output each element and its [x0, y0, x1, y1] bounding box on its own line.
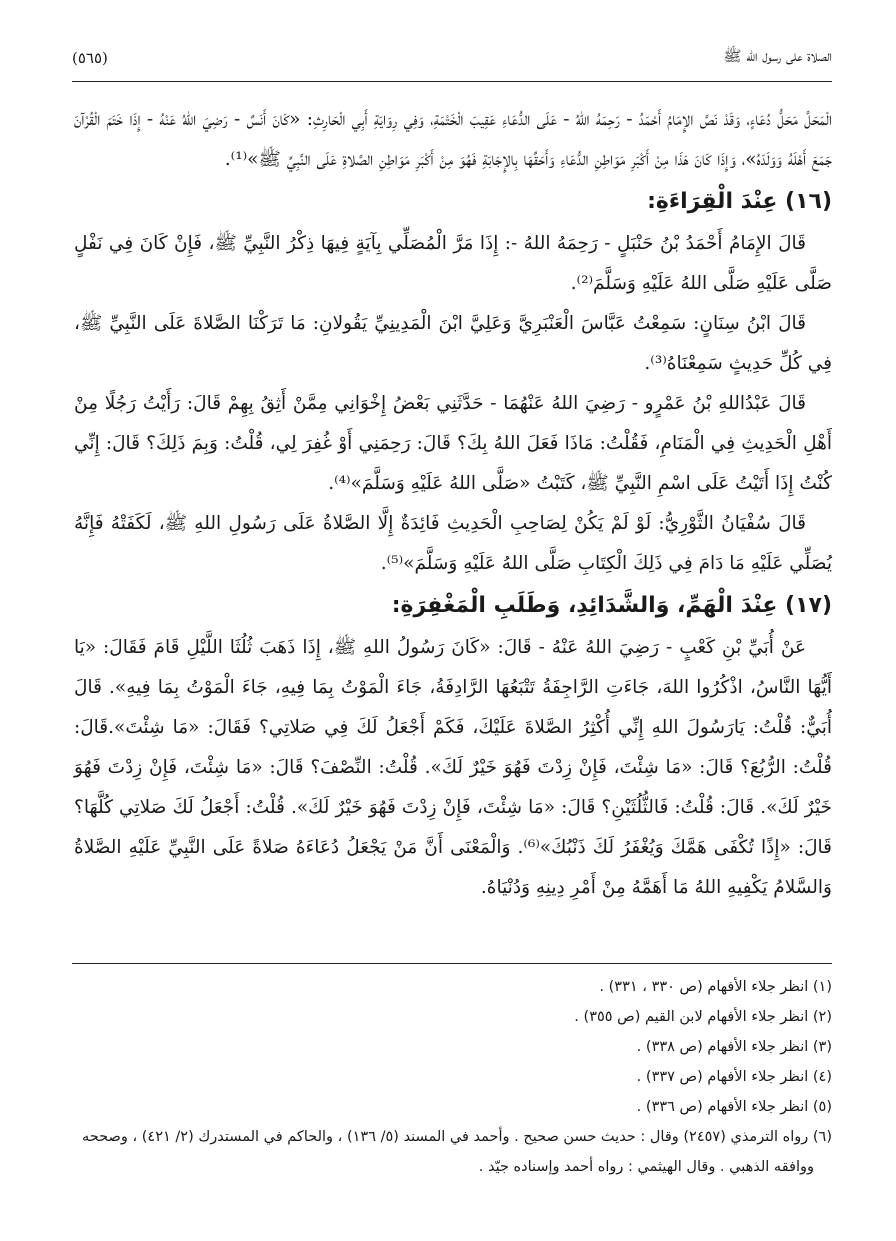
running-title: الصلاة على رسول الله ﷺ — [723, 47, 832, 65]
footnote-4: (٤) انظر جلاء الأفهام (ص ٣٣٧) . — [636, 1069, 832, 1085]
section-heading-17: (١٧) عِنْدَ الْهَمِّ، وَالشَّدَائِدِ، وَطَلَبِ الْمَغْفِرَةِ: — [391, 593, 832, 618]
footnote-1: (١) انظر جلاء الأفهام (ص ٣٣٠ ، ٣٣١) . — [599, 979, 832, 995]
footnote-6-continued: ووافقه الذهبي . وقال الهيثمي : رواه أحمد وإسناده جيّد . — [478, 1159, 814, 1175]
footnote-3: (٣) انظر جلاء الأفهام (ص ٣٣٨) . — [636, 1039, 832, 1055]
footnote-5: (٥) انظر جلاء الأفهام (ص ٣٣٦) . — [636, 1099, 832, 1115]
paragraph: عَنْ أُبَيِّ بْنِ كَعْبٍ - رَضِيَ اللهُ عَنْهُ - قَالَ: «كَانَ رَسُولُ اللهِ ﷺ، إِذَا ذَهَبَ ثُلُثَا اللَّيْلِ قَامَ فَقَالَ: «يَا أَيُّهَا النَّاسُ، اذْكُرُوا اللهَ، جَاءَتِ الرَّاجِفَةُ تَتْبَعُهَا الرَّادِفَةُ، جَاءَ الْمَوْتُ بِمَا فِيهِ، جَاءَ الْمَوْتُ بِمَا فِيهِ». قَالَ أُبَيٌّ: قُلْتُ: يَارَسُولَ اللهِ إِنِّي أُكْثِرُ الصَّلاةَ عَلَيْكَ، فَكَمْ أَجْعَلُ لَكَ فِي صَلاتِي؟ فَقَالَ: «مَا شِئْتَ».قَالَ: قُلْتُ: الرُّبُعَ؟ قَالَ: «مَا شِئْتَ، فَإِنْ زِدْتَ فَهُوَ خَيْرٌ لَكَ». قُلْتُ: النِّصْفَ؟ قَالَ: «مَا شِئْتَ، فَإِنْ زِدْتَ فَهُوَ خَيْرٌ لَكَ». قَالَ: قُلْتُ: فَالثُّلُثَيْنِ؟ قَالَ: «مَا شِئْتَ، فَإِنْ زِدْتَ فَهُوَ خَيْرٌ لَكَ». قُلْتُ: أَجْعَلُ لَكَ صَلاتِي كُلَّهَا؟ قَالَ: «إِذًا تُكْفَى هَمَّكَ وَيُغْفَرُ لَكَ ذَنْبُكَ»⁽⁶⁾. وَالْمَعْنَى أَنَّ مَنْ يَجْعَلُ دُعَاءَهُ صَلاةً عَلَى النَّبِيِّ عَلَيْهِ الصَّلاةُ وَالسَّلامُ يَكْفِيهِ اللهُ مَا أَهَمَّهُ مِنْ أَمْرِ دِينِهِ وَدُنْيَاهُ. — [74, 637, 833, 898]
footnote-2: (٢) انظر جلاء الأفهام لابن القيم (ص ٣٥٥) . — [574, 1009, 832, 1025]
page-number: (٥٦٥) — [72, 49, 108, 67]
footnote-rule — [72, 963, 832, 964]
paragraph: الْمَحَلَّ مَحَلُّ دُعَاءٍ، وَقَدْ نَصَّ الإِمَامُ أَحْمَدُ - رَحِمَهُ اللهُ - عَلَى الدُّعَاءِ عَقِيبَ الْخَتْمَةِ، وَفِي رِوَايَةِ أَبِي الْحَارِثِ: «كَانَ أَنَسٌ - رَضِيَ اللهُ عَنْهُ - إِذَا خَتَمَ الْقُرْآنَ جَمَعَ أَهْلَهُ وَوَلَدَهُ»، وَإِذَا كَانَ هَذَا مِنْ أَكْبَرِ مَوَاطِنِ الدُّعَاءِ وَأَحَقِّهَا بِالإِجَابَةِ فَهُوَ مِنْ أَكْبَرِ مَوَاطِنِ الصَّلاةِ عَلَى النَّبِيِّ ﷺ»⁽¹⁾. — [74, 109, 832, 170]
section-heading-16: (١٦) عِنْدَ الْقِرَاءَةِ: — [647, 189, 832, 214]
header-rule — [72, 81, 832, 82]
paragraph: قَالَ سُفْيَانُ الثَّوْرِيُّ: لَوْ لَمْ يَكُنْ لِصَاحِبِ الْحَدِيثِ فَائِدَةٌ إِلَّا الصَّلاةُ عَلَى رَسُولِ اللهِ ﷺ، لَكَفَتْهُ فَإِنَّهُ يُصَلِّي عَلَيْهِ مَا دَامَ فِي ذَلِكَ الْكِتَابِ صَلَّى اللهُ عَلَيْهِ وَسَلَّمَ»⁽⁵⁾. — [74, 513, 832, 574]
paragraph: قَالَ عَبْدُاللهِ بْنُ عَمْرٍو - رَضِيَ اللهُ عَنْهُمَا - حَدَّثَنِي بَعْضُ إِخْوَانِي مِمَّنْ أَثِقُ بِهِمْ قَالَ: رَأَيْتُ رَجُلًا مِنْ أَهْلِ الْحَدِيثِ فِي الْمَنَامِ، فَقُلْتُ: مَاذَا فَعَلَ اللهُ بِكَ؟ قَالَ: رَحِمَنِي أَوْ غُفِرَ لِي، قُلْتُ: وَبِمَ ذَلِكَ؟ قَالَ: إِنِّي كُنْتُ إِذَا أَتَيْتُ عَلَى اسْمِ النَّبِيِّ ﷺ، كَتَبْتُ «صَلَّى اللهُ عَلَيْهِ وَسَلَّمَ»⁽⁴⁾. — [74, 393, 832, 494]
paragraph: قَالَ ابْنُ سِنَانٍ: سَمِعْتُ عَبَّاسَ الْعَنْبَرِيَّ وَعَلِيَّ ابْنَ الْمَدِينِيِّ يَقُولانِ: مَا تَرَكْنَا الصَّلاةَ عَلَى النَّبِيِّ ﷺ، فِي كُلِّ حَدِيثٍ سَمِعْنَاهُ⁽³⁾. — [74, 313, 832, 374]
paragraph: قَالَ الإِمَامُ أَحْمَدُ بْنُ حَنْبَلٍ - رَحِمَهُ اللهُ -: إِذَا مَرَّ الْمُصَلِّي بِآيَةٍ فِيهَا ذِكْرُ النَّبِيِّ ﷺ، فَإِنْ كَانَ فِي نَفْلٍ صَلَّى عَلَيْهِ صَلَّى اللهُ عَلَيْهِ وَسَلَّمَ⁽²⁾. — [74, 233, 832, 294]
footnotes — [74, 972, 832, 1182]
main-text — [74, 100, 832, 908]
page-header — [72, 40, 832, 76]
footnote-6: (٦) رواه الترمذي (٢٤٥٧) وقال : حديث حسن صحيح . وأحمد في المسند (٥/ ١٣٦) ، والحاكم في المستدرك (٢/ ٤٢١) ، وصححه — [82, 1129, 832, 1145]
